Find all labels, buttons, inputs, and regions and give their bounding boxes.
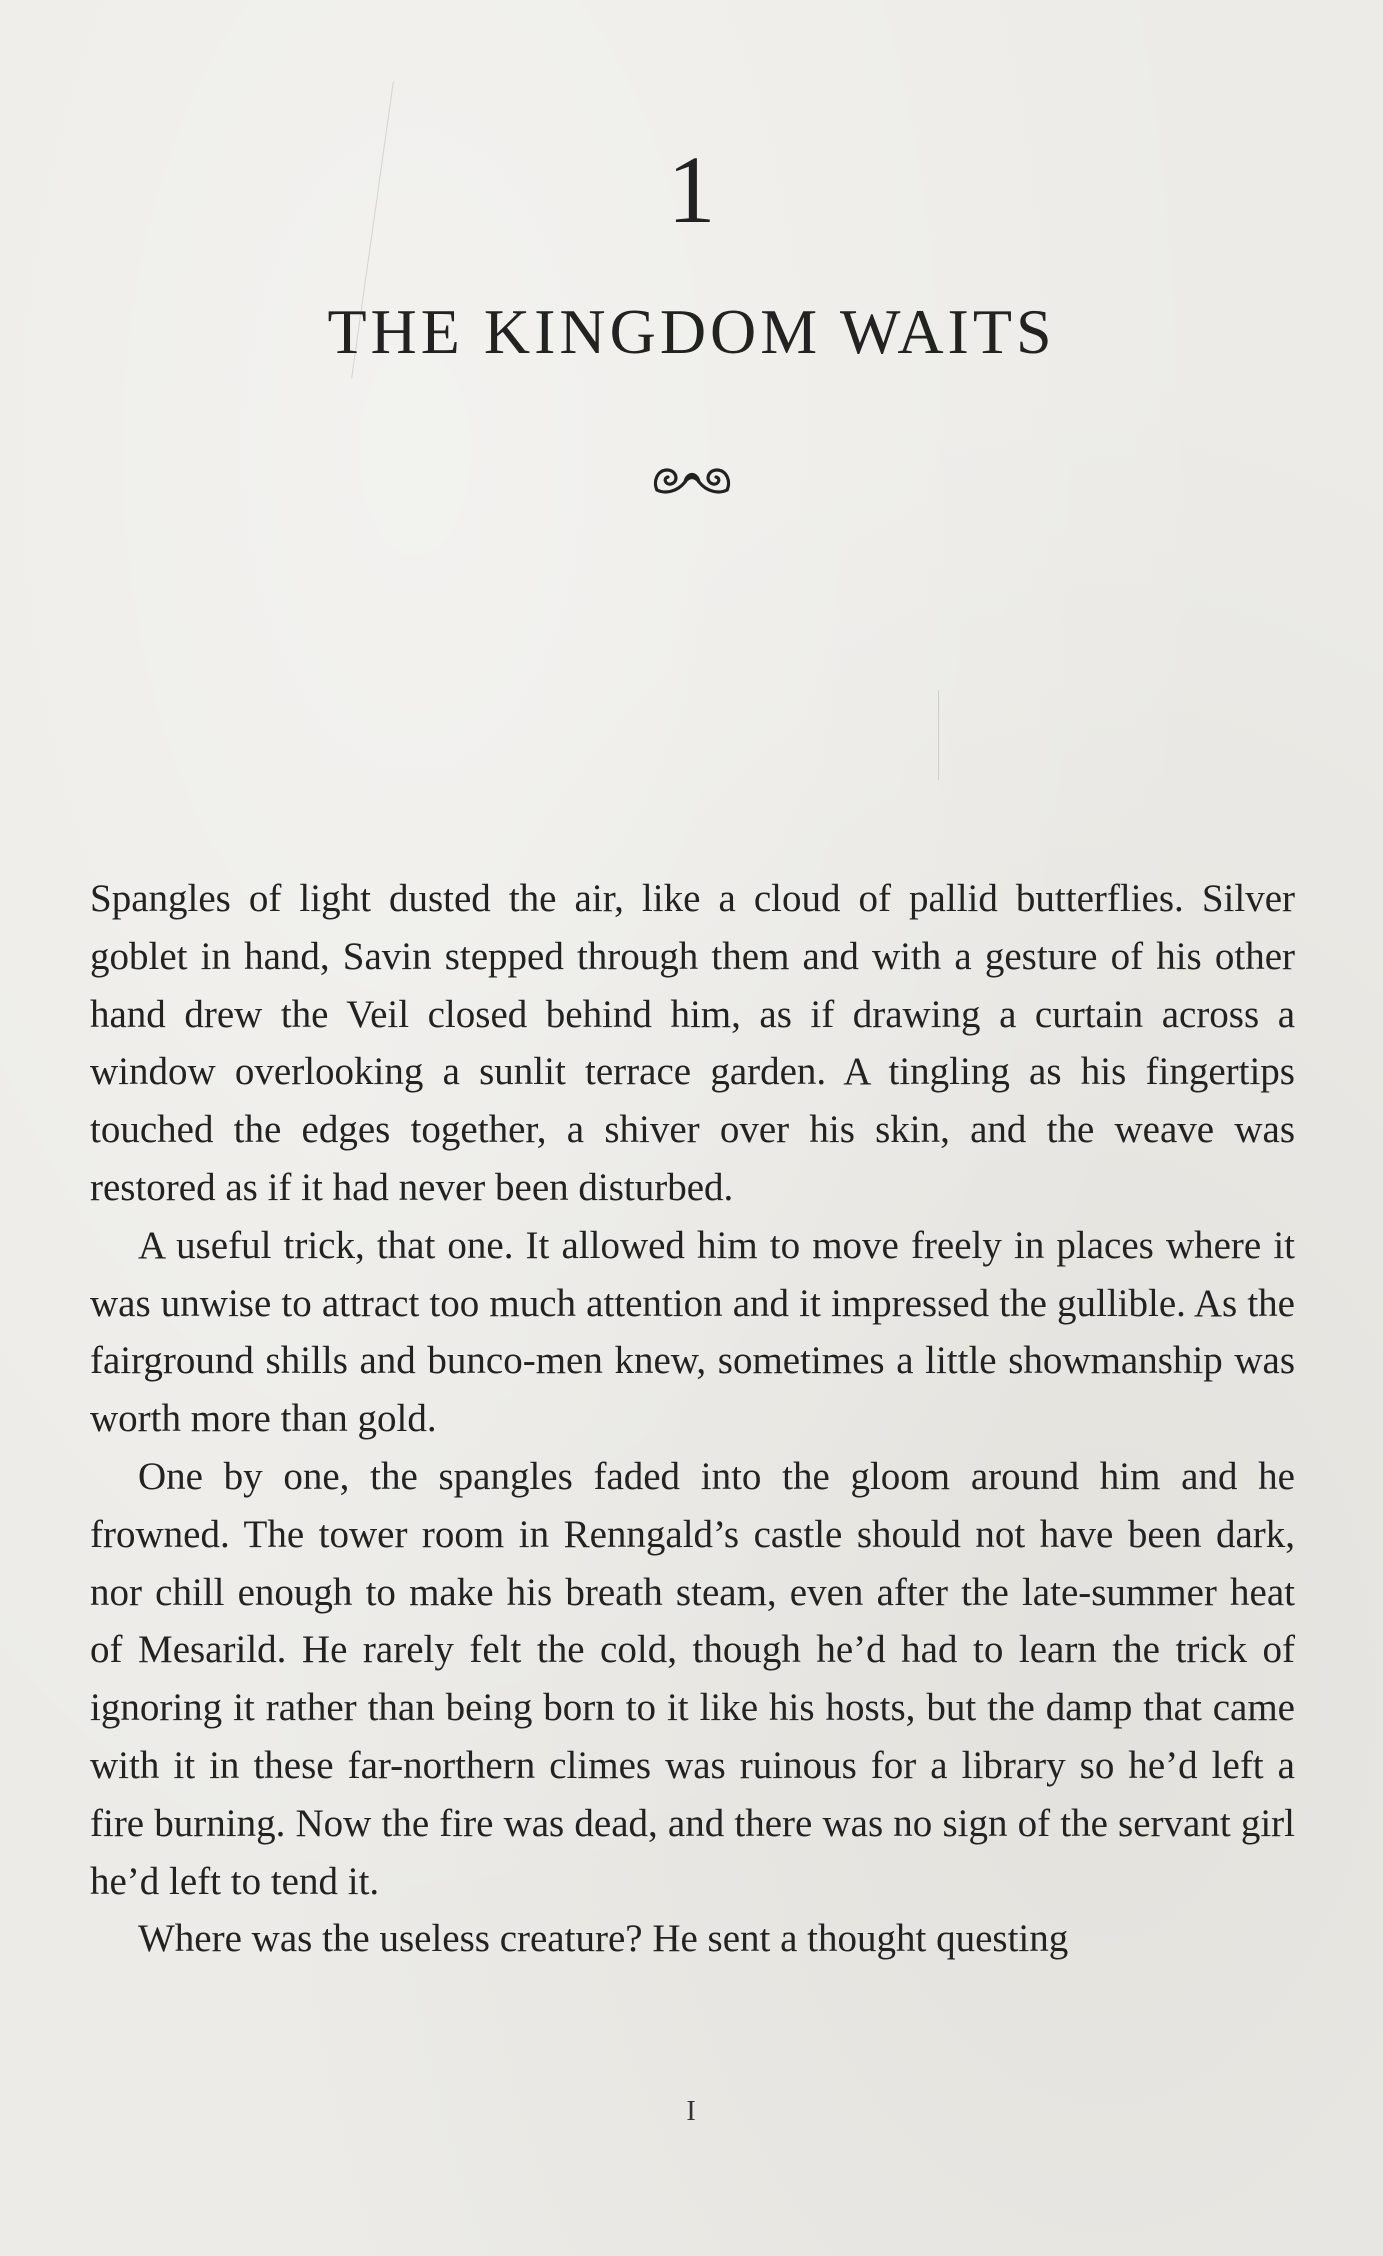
chapter-number: 1: [667, 136, 716, 243]
chapter-body: [90, 870, 1295, 1968]
paragraph: Spangles of light dusted the air, like a cloud of pallid butterflies. Silver goblet in hand, Savin stepped through them and with a gesture of his other hand drew the Veil closed behind him, as if drawing a curtain across a window overlooking a sunlit terrace garden. A tingling as his fingertips touched the edges together, a shiver over his skin, and the weave was restored as if it had never been disturbed.: [90, 877, 1295, 1209]
chapter-title: THE KINGDOM WAITS: [327, 296, 1056, 367]
paragraph: A useful trick, that one. It allowed him to move freely in places where it was unwise to attract too much attention and it impressed the gullible. As the fairground shills and bunco-men knew, sometimes a little showmanship was worth more than gold.: [90, 1223, 1295, 1441]
page-number: I: [686, 2096, 697, 2127]
paragraph: Where was the useless creature? He sent a thought questing: [138, 1917, 1069, 1961]
paragraph: One by one, the spangles faded into the gloom around him and he frowned. The tower room in Renngald’s castle should not have been dark, nor chill enough to make his breath steam, even after the late-summer heat of Mesarild. He rarely felt the cold, though he’d had to learn the trick of ignoring it rather than being born to it like his hosts, but the damp that came with it in these far-northern climes was ruinous for a library so he’d left a fire burning. Now the fire was dead, and there was no sign of the servant girl he’d left to tend it.: [90, 1454, 1295, 1903]
scroll-ornament-icon: [651, 460, 733, 500]
paper-scratch: [938, 690, 939, 780]
